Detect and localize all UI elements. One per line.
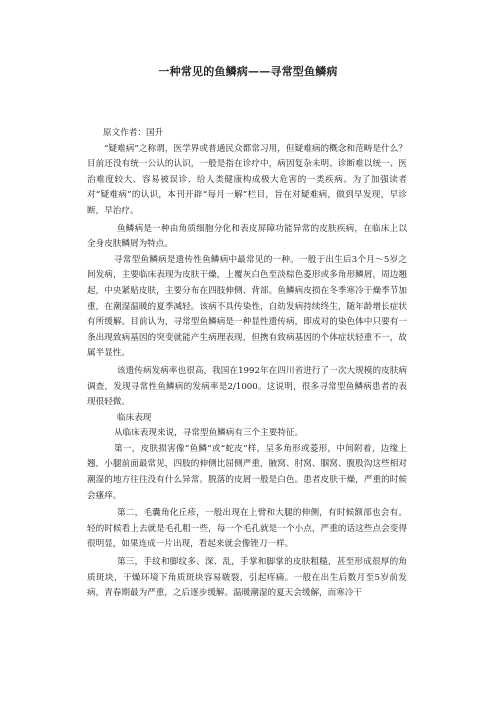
paragraph-clinical-intro: 从临床表现来说，寻常型鱼鳞病有三个主要特征。 bbox=[114, 428, 304, 439]
document-body bbox=[87, 126, 407, 602]
paragraph-feature-3: 第三，手纹和脚纹多、深、乱，手掌和脚掌的皮肤粗糙，甚至形成很厚的角质斑块，干燥环境下角质斑块容易皲裂，引起疼痛。一般在出生后数月至5岁前发病，青春期最为严重，之后逐步缓解。温暖潮湿的夏天会缓解，而寒冷干 bbox=[87, 557, 407, 599]
section-heading-clinical: 临床表现 bbox=[117, 412, 152, 423]
paragraph-intro: “疑难病”之称谓，医学界或普通民众都常习用，但疑难病的概念和范畴是什么？目前还没有统一公认的认识，一般是指在诊疗中，病因复杂未明、诊断难以统一、医治难度较大、容易被误诊、给人类健康构成极大危害的一类疾病。为了加强读者对“疑难病”的认识，本刊开辟“每月一解”栏目，旨在对疑难病，做到早发现，早诊断，早治疗。 bbox=[87, 143, 407, 216]
document-title: 一种常见的鱼鳞病——寻常型鱼鳞病 bbox=[158, 65, 338, 78]
paragraph-feature-1: 第一，皮肤损害像“鱼鳞”或“蛇皮”样，呈多角形或菱形，中间附着，边缘上翘，小腿前面最常见，四肢的伸侧比屈侧严重，腋窝、肘窝、腘窝、腹股沟这些相对潮湿的地方往往没有什么异常。脱落的皮屑一般是白色。患者皮肤干燥，严重的时候会瘙痒。 bbox=[87, 443, 407, 501]
paragraph-feature-2: 第二，毛囊角化丘疹，一般出现在上臂和大腿的伸侧，有时候额部也会有。轻的时候看上去就是毛孔粗一些，每一个毛孔就是一个小点，严重的话这些点会变得很明显，如果连成一片出现，看起来就会像锉刀一样。 bbox=[87, 508, 407, 550]
paragraph-definition: 鱼鳞病是一种由角质细胞分化和表皮屏障功能异常的皮肤疾病，在临床上以全身皮肤鳞屑为特点。 bbox=[87, 223, 407, 250]
paragraph-incidence: 该遗传病发病率也很高，我国在1992年在四川省进行了一次大规模的皮肤病调查，发现寻常性鱼鳞病的发病率是2/1000。这说明，很多寻常型鱼鳞病患者的表现很轻微。 bbox=[87, 365, 407, 408]
author-line: 原文作者：国升 bbox=[103, 128, 164, 138]
paragraph-overview: 寻常型鱼鳞病是遗传性鱼鳞病中最常见的一种。一般于出生后3个月～5岁之间发病，主要临床表现为皮肤干燥，上覆灰白色至淡棕色菱形或多角形鳞屑，周边翘起，中央紧贴皮肤，主要分布在四肢伸侧、背部。鱼鳞病皮损在冬季寒冷干燥季节加重，在潮湿温暖的夏季减轻。该病不具传染性，自幼发病持续终生，随年龄增长症状有所缓解。目前认为，寻常型鱼鳞病是一种显性遗传病，即成对的染色体中只要有一条出现致病基因的突变就能产生病理表现，但携有致病基因的个体症状轻重不一，故属半显性。 bbox=[87, 254, 407, 359]
